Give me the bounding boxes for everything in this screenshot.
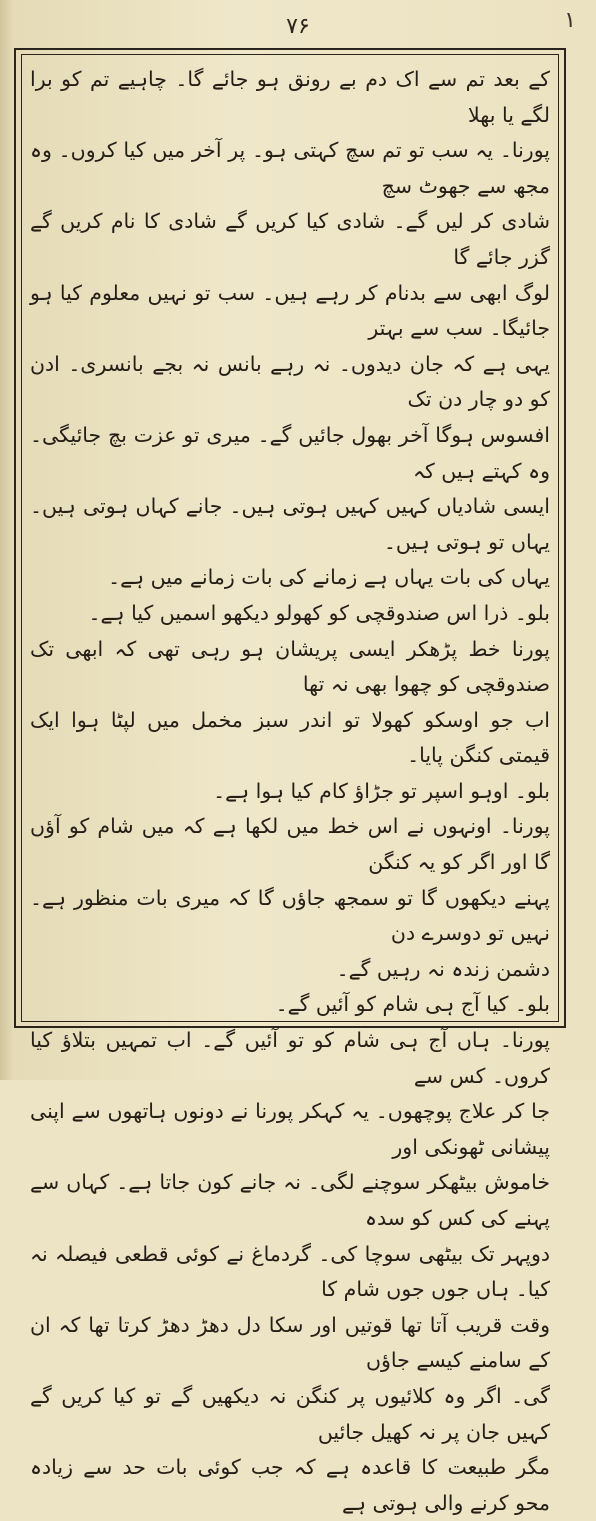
text-line: دوپہر تک بیٹھی سوچا کی۔ گردماغ نے کوئی قطعی فیصلہ نہ کیا۔ ہاں جوں جوں شام کا — [30, 1241, 550, 1302]
text-line: بلو۔ کیا آج ہی شام کو آئیں گے۔ — [275, 992, 550, 1017]
text-line: جا کر علاج پوچھوں۔ یہ کہکر پورنا نے دونوں ہاتھوں سے اپنی پیشانی ٹھونکی اور — [30, 1099, 550, 1159]
text-line: دشمن زندہ نہ رہیں گے۔ — [336, 956, 550, 981]
text-line: کے بعد تم سے اک دم بے رونق ہو جائے گا۔ چاہیے تم کو برا لگے یا بھلا — [30, 67, 550, 127]
text-line: پورنا۔ اونہوں نے اس خط میں لکھا ہے کہ میں شام کو آؤں گا اور اگر کو یہ کنگن — [30, 814, 550, 875]
text-line: پورنا خط پڑھکر ایسی پریشان ہو رہی تھی کہ ابھی تک صندوقچی کو چھوا بھی نہ تھا — [30, 636, 550, 697]
urdu-text-body — [30, 62, 550, 1515]
page-spine-shadow — [0, 0, 14, 1080]
text-line: خاموش بیٹھکر سوچنے لگی۔ نہ جانے کون جاتا ہے۔ کہاں سے پہنے کی کس کو سدہ — [30, 1170, 550, 1230]
text-line: پورنا۔ ہاں آج ہی شام کو تو آئیں گے۔ اب تمہیں بتلاؤ کیا کروں۔ کس سے — [30, 1028, 550, 1088]
text-line: بلو۔ اوہو اسپر تو جڑاؤ کام کیا ہوا ہے۔ — [213, 778, 550, 803]
text-line: پورنا۔ یہ سب تو تم سچ کہتی ہو۔ پر آخر میں کیا کروں۔ وہ مجھ سے جھوٹ سچ — [30, 138, 550, 198]
corner-mark: ۱ — [564, 8, 576, 33]
text-line: ایسی شادیاں کہیں کہیں ہوتی ہیں۔ جانے کہاں ہوتی ہیں۔ یہاں تو ہوتی ہیں۔ — [30, 494, 550, 554]
text-line: افسوس ہوگا آخر بھول جائیں گے۔ میری تو عزت بچ جائیگی۔ وہ کہتے ہیں کہ — [30, 422, 550, 483]
text-line: بلو۔ ذرا اس صندوقچی کو کھولو دیکھو اسمیں کیا ہے۔ — [88, 600, 550, 625]
text-line: پہنے دیکھوں گا تو سمجھ جاؤں گا کہ میری بات منظور ہے۔ نہیں تو دوسرے دن — [30, 885, 550, 946]
text-line: مگر طبیعت کا قاعدہ ہے کہ جب کوئی بات حد سے زیادہ محو کرنے والی ہوتی ہے — [30, 1455, 550, 1515]
text-line: شادی کر لیں گے۔ شادی کیا کریں گے شادی کا نام کریں گے گزر جائے گا — [30, 209, 550, 269]
text-line: یہاں کی بات یہاں ہے زمانے کی بات زمانے میں ہے۔ — [108, 565, 550, 590]
text-line: گی۔ اگر وہ کلائیوں پر کنگن نہ دیکھیں گے تو کیا کریں گے کہیں جان پر نہ کھیل جائیں — [30, 1383, 550, 1444]
text-line: وقت قریب آتا تھا قوتیں اور سکا دل دھڑ دھڑ کرتا تھا کہ ان کے سامنے کیسے جاؤں — [30, 1312, 550, 1373]
text-line: اب جو اوسکو کھولا تو اندر سبز مخمل میں لپٹا ہوا ایک قیمتی کنگن پایا۔ — [30, 707, 550, 768]
page-number: ۷۶ — [286, 14, 310, 39]
text-line: یہی ہے کہ جان دیدوں۔ نہ رہے بانس نہ بجے بانسری۔ ادن کو دو چار دن تک — [30, 351, 550, 412]
text-line: لوگ ابھی سے بدنام کر رہے ہیں۔ سب تو نہیں معلوم کیا ہو جائیگا۔ سب سے بہتر — [30, 280, 550, 341]
